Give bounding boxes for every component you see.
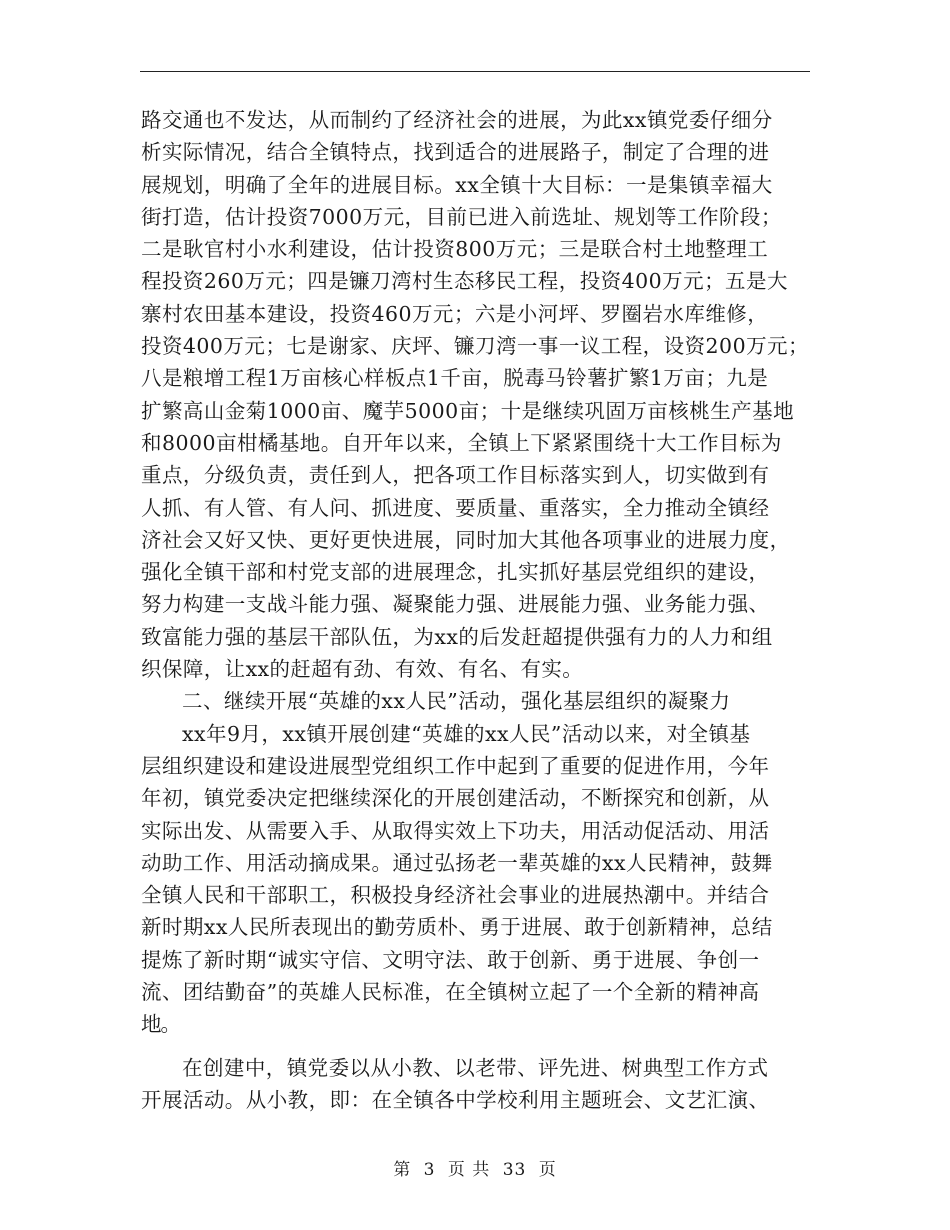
text-line: 开展活动。从小教，即：在全镇各中学校利用主题班会、文艺汇演、 [141, 1087, 770, 1112]
document-body [141, 104, 816, 1116]
text-line: 路交通也不发达，从而制约了经济社会的进展，为此xx镇党委仔细分 [141, 108, 773, 132]
text-line: 和8000亩柑橘基地。自开年以来，全镇上下紧紧围绕十大工作目标为 [141, 430, 782, 455]
paragraph [141, 718, 816, 1041]
text-line: 致富能力强的基层干部队伍，为xx的后发赶超提供强有力的人力和组 [141, 624, 773, 649]
heading-line: 二、继续开展“英雄的xx人民”活动，强化基层组织的凝聚力 [182, 689, 731, 714]
text-line: 提炼了新时期“诚实守信、文明守法、敢于创新、勇于进展、争创一 [141, 947, 760, 972]
text-line: 强化全镇干部和村党支部的进展理念，扎实抓好基层党组织的建设， [141, 560, 770, 585]
text-line: 街打造，估计投资7000万元，目前已进入前选址、规划等工作阶段； [141, 204, 782, 229]
text-line: 在创建中，镇党委以从小教、以老带、评先进、树典型工作方式 [182, 1055, 769, 1080]
text-line: 全镇人民和干部职工，积极投身经济社会事业的进展热潮中。并结合 [141, 883, 770, 908]
text-line: 八是粮增工程1万亩核心样板点1千亩，脱毒马铃薯扩繁1万亩；九是 [141, 366, 769, 391]
header-rule [140, 71, 810, 72]
text-line: 动助工作、用活动摘成果。通过弘扬老一辈英雄的xx人民精神，鼓舞 [141, 850, 773, 875]
text-line: 层组织建设和建设进展型党组织工作中起到了重要的促进作用，今年 [141, 753, 770, 778]
text-line: 济社会又好又快、更好更快进展，同时加大其他各项事业的进展力度， [141, 527, 791, 552]
text-line: 寨村农田基本建设，投资460万元；六是小河坪、罗圈岩水库维修， [141, 301, 769, 326]
paragraph [141, 104, 816, 685]
text-line: 扩繁高山金菊1000亩、魔芋5000亩；十是继续巩固万亩核桃生产基地 [141, 398, 795, 423]
text-line: 织保障，让xx的赶超有劲、有效、有名、有实。 [141, 657, 584, 682]
text-line: xx年9月，xx镇开展创建“英雄的xx人民”活动以来，对全镇基 [182, 721, 751, 746]
text-line: 新时期xx人民所表现出的勤劳质朴、勇于进展、敢于创新精神，总结 [141, 915, 773, 940]
footer-suffix: 页 [538, 1160, 557, 1180]
text-line: 展规划，明确了全年的进展目标。xx全镇十大目标：一是集镇幸福大 [141, 172, 773, 197]
paragraph-gap [141, 1041, 816, 1052]
footer-middle: 页 共 [447, 1160, 491, 1180]
section-heading [141, 685, 816, 717]
text-line: 地。 [141, 1012, 181, 1037]
footer-prefix: 第 [393, 1160, 412, 1180]
text-line: 重点，分级负责，责任到人，把各项工作目标落实到人，切实做到有 [141, 463, 770, 488]
text-line: 二是耿官村小水利建设，估计投资800万元；三是联合村土地整理工 [141, 237, 769, 262]
text-line: 年初，镇党委决定把继续深化的开展创建活动，不断探究和创新，从 [141, 786, 770, 811]
page-footer [0, 1155, 950, 1180]
text-line: 实际出发、从需要入手、从取得实效上下功夫，用活动促活动、用活 [141, 818, 770, 843]
text-line: 投资400万元；七是谢家、庆坪、镰刀湾一事一议工程，设资200万元； [141, 334, 809, 359]
text-line: 人抓、有人管、有人问、抓进度、要质量、重落实，全力推动全镇经 [141, 495, 770, 520]
text-line: 流、团结勤奋”的英雄人民标准，在全镇树立起了一个全新的精神高 [141, 980, 760, 1005]
text-line: 析实际情况，结合全镇特点，找到适合的进展路子，制定了合理的进 [141, 140, 770, 165]
paragraph [141, 1052, 816, 1117]
text-line: 程投资260万元；四是镰刀湾村生态移民工程，投资400万元；五是大 [141, 269, 788, 294]
total-pages-number: 33 [502, 1160, 527, 1180]
current-page-number: 3 [423, 1160, 436, 1180]
text-line: 努力构建一支战斗能力强、凝聚能力强、进展能力强、业务能力强、 [141, 592, 770, 617]
